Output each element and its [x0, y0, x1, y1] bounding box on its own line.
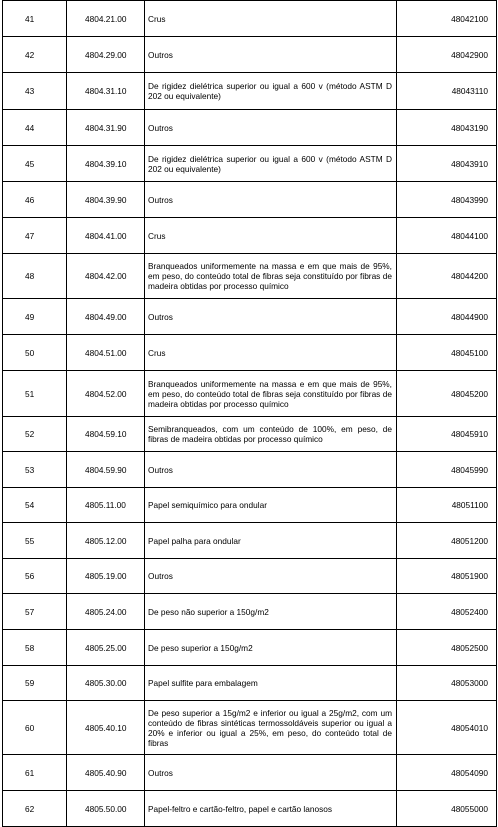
reference-code: 48051900	[397, 559, 497, 594]
description: De peso superior a 15g/m2 e inferior ou igual a 25g/m2, com um conteúdo de fibras sintéticas termossoldáveis superior ou igual a 20% e inferior ou igual a 25%, em peso, do conteúdo total de fibras	[145, 701, 397, 755]
description: Outros	[145, 299, 397, 335]
description: De peso superior a 150g/m2	[145, 630, 397, 666]
row-number: 42	[3, 37, 67, 73]
row-number: 62	[3, 791, 67, 827]
description: De rigidez dielétrica superior ou igual a 600 v (método ASTM D 202 ou equivalente)	[145, 73, 397, 110]
row-number: 48	[3, 254, 67, 299]
description: Papel palha para ondular	[145, 523, 397, 559]
row-number: 54	[3, 488, 67, 523]
ncm-code: 4804.31.10	[67, 73, 145, 110]
description: Branqueados uniformemente na massa e em que mais de 95%, em peso, do conteúdo total de fibras seja constituído por fibras de madeira obtidas por processo químico	[145, 254, 397, 299]
row-number: 49	[3, 299, 67, 335]
table-row	[3, 182, 497, 218]
description: Crus	[145, 218, 397, 254]
reference-code: 48045990	[397, 452, 497, 488]
description: Branqueados uniformemente na massa e em que mais de 95%, em peso, do conteúdo total de fibras seja constituído por fibras de madeira obtidas por processo químico	[145, 371, 397, 417]
row-number: 55	[3, 523, 67, 559]
ncm-code: 4804.51.00	[67, 335, 145, 371]
description: Papel-feltro e cartão-feltro, papel e cartão lanosos	[145, 791, 397, 827]
ncm-code: 4804.59.90	[67, 452, 145, 488]
ncm-code: 4804.59.10	[67, 417, 145, 452]
row-number: 51	[3, 371, 67, 417]
ncm-code: 4804.31.90	[67, 110, 145, 146]
reference-code: 48054090	[397, 755, 497, 791]
row-number: 46	[3, 182, 67, 218]
description: Papel sulfite para embalagem	[145, 666, 397, 701]
table-row	[3, 791, 497, 827]
ncm-code: 4805.12.00	[67, 523, 145, 559]
table-row	[3, 335, 497, 371]
table-row	[3, 218, 497, 254]
table-row	[3, 701, 497, 755]
reference-code: 48044100	[397, 218, 497, 254]
reference-code: 48043990	[397, 182, 497, 218]
description: Crus	[145, 335, 397, 371]
table-row	[3, 523, 497, 559]
row-number: 44	[3, 110, 67, 146]
table-row	[3, 559, 497, 594]
reference-code: 48044900	[397, 299, 497, 335]
table-row	[3, 452, 497, 488]
table-row	[3, 1, 497, 37]
row-number: 60	[3, 701, 67, 755]
reference-code: 48053000	[397, 666, 497, 701]
reference-code: 48045200	[397, 371, 497, 417]
row-number: 53	[3, 452, 67, 488]
description: Outros	[145, 755, 397, 791]
reference-code: 48052500	[397, 630, 497, 666]
row-number: 59	[3, 666, 67, 701]
row-number: 41	[3, 1, 67, 37]
table-row	[3, 630, 497, 666]
table-row	[3, 146, 497, 182]
row-number: 57	[3, 594, 67, 630]
reference-code: 48045910	[397, 417, 497, 452]
table-row	[3, 371, 497, 417]
ncm-code: 4805.19.00	[67, 559, 145, 594]
description: Outros	[145, 452, 397, 488]
ncm-code: 4805.40.10	[67, 701, 145, 755]
row-number: 52	[3, 417, 67, 452]
reference-code: 48042100	[397, 1, 497, 37]
ncm-code: 4804.41.00	[67, 218, 145, 254]
row-number: 61	[3, 755, 67, 791]
table-row	[3, 73, 497, 110]
table-row	[3, 110, 497, 146]
description: Outros	[145, 182, 397, 218]
ncm-code: 4805.24.00	[67, 594, 145, 630]
reference-code: 48055000	[397, 791, 497, 827]
table-row	[3, 755, 497, 791]
ncm-table	[2, 0, 497, 827]
ncm-code: 4804.42.00	[67, 254, 145, 299]
row-number: 45	[3, 146, 67, 182]
description: Outros	[145, 37, 397, 73]
reference-code: 48051200	[397, 523, 497, 559]
description: Outros	[145, 110, 397, 146]
reference-code: 48042900	[397, 37, 497, 73]
reference-code: 48045100	[397, 335, 497, 371]
table-row	[3, 299, 497, 335]
reference-code: 48043190	[397, 110, 497, 146]
table-body	[3, 1, 497, 827]
ncm-code: 4804.39.10	[67, 146, 145, 182]
ncm-code: 4805.50.00	[67, 791, 145, 827]
ncm-code: 4805.11.00	[67, 488, 145, 523]
ncm-code: 4804.52.00	[67, 371, 145, 417]
ncm-code: 4805.40.90	[67, 755, 145, 791]
description: Semibranqueados, com um conteúdo de 100%, em peso, de fibras de madeira obtidas por processo químico	[145, 417, 397, 452]
table-row	[3, 594, 497, 630]
row-number: 56	[3, 559, 67, 594]
row-number: 47	[3, 218, 67, 254]
reference-code: 48043910	[397, 146, 497, 182]
description: Outros	[145, 559, 397, 594]
reference-code: 48052400	[397, 594, 497, 630]
table-row	[3, 488, 497, 523]
table-row	[3, 254, 497, 299]
description: De peso não superior a 150g/m2	[145, 594, 397, 630]
ncm-code: 4804.21.00	[67, 1, 145, 37]
ncm-code: 4804.39.90	[67, 182, 145, 218]
ncm-code: 4804.29.00	[67, 37, 145, 73]
ncm-code: 4805.25.00	[67, 630, 145, 666]
reference-code: 48043110	[397, 73, 497, 110]
row-number: 43	[3, 73, 67, 110]
description: Papel semiquímico para ondular	[145, 488, 397, 523]
description: De rigidez dielétrica superior ou igual a 600 v (método ASTM D 202 ou equivalente)	[145, 146, 397, 182]
reference-code: 48051100	[397, 488, 497, 523]
reference-code: 48054010	[397, 701, 497, 755]
ncm-code: 4805.30.00	[67, 666, 145, 701]
ncm-code: 4804.49.00	[67, 299, 145, 335]
description: Crus	[145, 1, 397, 37]
table-row	[3, 37, 497, 73]
table-row	[3, 666, 497, 701]
table-row	[3, 417, 497, 452]
row-number: 58	[3, 630, 67, 666]
reference-code: 48044200	[397, 254, 497, 299]
row-number: 50	[3, 335, 67, 371]
